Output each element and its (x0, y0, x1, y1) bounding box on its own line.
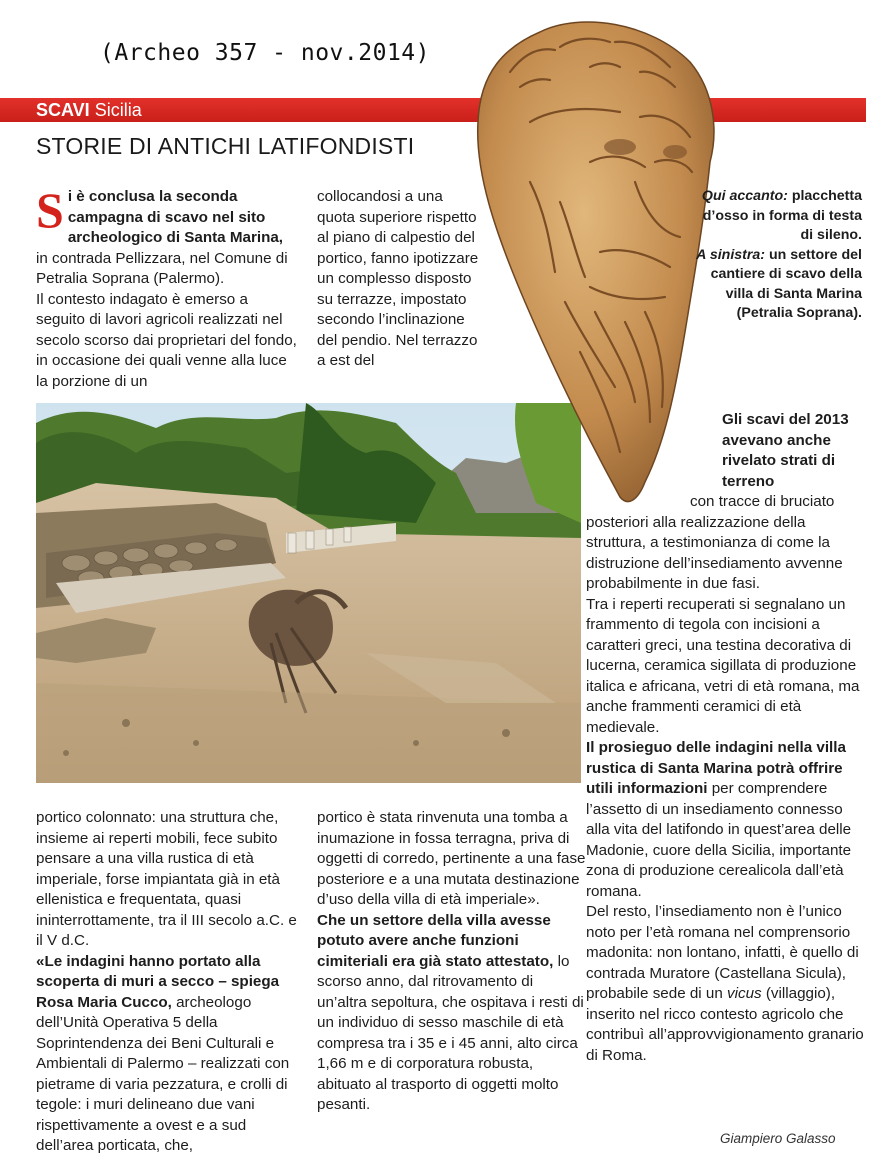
image-caption (690, 187, 862, 324)
article-title: STORIE DI ANTICHI LATIFONDISTI (36, 133, 415, 159)
column-2-bottom-text (317, 808, 587, 1116)
text: (villaggio), inserito nel ricco contesto agricolo che contribuì all’approvvigionamento granario di Roma. (586, 985, 864, 1064)
bold-text: Che un settore della villa avesse potuto avere anche funzioni cimiteriali era già stato attestato, (317, 911, 554, 970)
text: Del resto, l’insediamento non è l’unico noto per l’età romana nel comprensorio madonita: non lontano, infatti, è quello di contrada Muratore (Castellana Sicula), probabile sede di un (586, 903, 859, 1002)
column-3-lead (722, 410, 867, 492)
section-category: SCAVI (36, 100, 90, 120)
paragraph: portico colonnato: una struttura che, insieme ai reperti mobili, fece subito pensare a una villa rustica di età imperiale, forse impiantata già in età ellenistica e frequentata, quasi ininterrottamente, tra il III secolo a.C. e il V d.C. (36, 809, 297, 949)
caption-label: A sinistra: (696, 246, 766, 263)
quote-text: archeologo dell’Unità Operativa 5 della Soprintendenza dei Beni Culturali e Ambientali di Palermo – realizzati con pietrame di varia pezzatura, e crolli di tegole: i muri delineano due vani rispettivamente a ovest e a sud dell’area porticata, che, (36, 993, 290, 1154)
column-2-top-text: collocandosi a una quota superiore rispetto al piano di calpestio del portico, fanno ipotizzare un complesso disposto su terrazze, impostato secondo l’inclinazione del pendio. Nel terrazzo a est del (317, 188, 479, 369)
section-label (36, 100, 142, 120)
paragraph (586, 902, 866, 1066)
paragraph: portico è stata rinvenuta una tomba a inumazione in fossa terragna, priva di oggetti di corredo, pertinente a una fase posteriore e a una mutata destinazione d’uso della villa di età imperiale». (317, 809, 586, 908)
paragraph (586, 738, 866, 902)
paragraph: Tra i reperti recuperati si segnalano un frammento di tegola con incisioni a caratteri greci, una testina decorativa di lucerna, ceramica sigillata di produzione italica e africana, vetri di età romana, ma anche frammenti ceramici di età medievale. (586, 595, 860, 736)
author-signature: Giampiero Galasso (720, 1131, 836, 1146)
caption-text: un settore del cantiere di scavo della villa di Santa Marina (Petralia Soprana). (710, 246, 862, 321)
paragraph: con tracce di bruciato posteriori alla realizzazione della struttura, a testimonianza di come la distruzione dell’insediamento avvenne probabilmente in due fasi. (586, 493, 843, 592)
caption-text: placchetta d’osso in forma di testa di sileno. (702, 188, 862, 243)
column-1-bottom-text (36, 808, 301, 1157)
paragraph: Il contesto indagato è emerso a seguito di lavori agricoli realizzati nel secolo scorso dai proprietari del fondo, in occasione dei quali venne alla luce la porzione di un (36, 290, 297, 390)
lead-text: in contrada Pellizzara, nel Comune di Petralia Soprana (Palermo). (36, 249, 288, 287)
bold-text: Il prosieguo delle indagini nella villa rustica di Santa Marina potrà offrire utili informazioni (586, 739, 846, 797)
section-subcategory: Sicilia (94, 100, 142, 120)
italic-term: vicus (727, 985, 762, 1002)
silenus-bone-plaque-image (470, 12, 720, 512)
text: per comprendere l’assetto di un insediamento connesso alla vita del latifondo in quest’area delle Madonie, cuore della Sicilia, importante zona di produzione cerealicola dall’età romana. (586, 780, 852, 900)
column-1-top-text (36, 182, 298, 392)
lead-bold-text: i è conclusa la seconda campagna di scavo nel sito archeologico di Santa Marina, (67, 188, 284, 246)
handwritten-reference-note: (Archeo 357 - nov.2014) (100, 40, 430, 66)
text: lo scorso anno, dal ritrovamento di un’altra sepoltura, che ospitava i resti di un individuo di sesso maschile di età compresa tra i 35 e i 45 anni, alto circa 1,66 m e di corporatura robusta, abituato al trasporto di oggetti molto pesanti. (317, 952, 584, 1113)
lead-bold-text: Gli scavi del 2013 avevano anche rivelato strati di terreno (722, 411, 849, 490)
column-3-text (586, 492, 866, 1066)
drop-cap: S (36, 182, 64, 238)
caption-label: Qui accanto: (701, 188, 788, 204)
quote-bold-text: «Le indagini hanno portato alla scoperta di muri a secco – spiega Rosa Maria Cucco, (36, 952, 280, 1011)
